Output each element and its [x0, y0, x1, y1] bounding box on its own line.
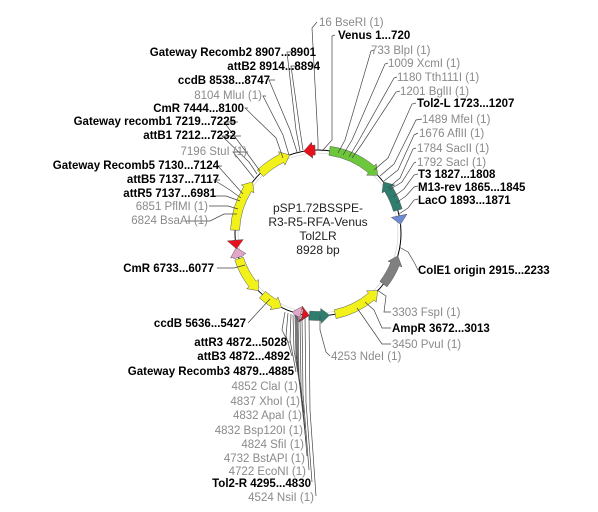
feature-label: LacO 1893...1871	[418, 195, 511, 207]
plasmid-name-line3: Tol2LR	[299, 229, 337, 243]
feature-label: attB1 7212...7232	[143, 130, 236, 142]
feature-label: ccdB 5636...5427	[153, 318, 246, 330]
site-label: 16 BseRI (1)	[319, 17, 384, 29]
feature-arc-attb5	[227, 240, 243, 249]
site-label: 6851 PflMI (1)	[135, 201, 208, 213]
site-label: 1792 SacI (1)	[417, 157, 487, 169]
site-label: 1009 XcmI (1)	[388, 58, 461, 70]
feature-label: Venus 1...720	[338, 30, 411, 42]
feature-label: attB3 4872...4892	[197, 351, 290, 363]
feature-arc-venus	[329, 146, 378, 175]
feature-arc-laco	[391, 214, 407, 224]
plasmid-center-label	[268, 201, 367, 257]
site-label: 1201 BglII (1)	[400, 86, 470, 98]
feature-arc-tol2-r	[309, 308, 330, 323]
site-label: 4832 Bsp120I (1)	[214, 425, 303, 437]
feature-label: attR5 7137...6981	[123, 188, 216, 200]
site-label: 4837 XhoI (1)	[230, 396, 300, 408]
feature-arc-cole1-origin	[380, 256, 402, 287]
feature-arc-ccdb	[257, 152, 289, 177]
site-label: 4824 SfiI (1)	[241, 439, 304, 451]
plasmid-size: 8928 bp	[296, 243, 340, 257]
site-label: 4832 ApaI (1)	[232, 410, 302, 422]
site-label: 1489 MfeI (1)	[422, 114, 491, 126]
feature-label: ColE1 origin 2915...2233	[418, 265, 550, 277]
feature-label: CmR 6733...6077	[123, 263, 214, 275]
site-label: 8104 MluI (1)	[194, 90, 262, 102]
site-label: 4722 EcoNI (1)	[228, 466, 306, 478]
site-label: 1784 SacII (1)	[417, 143, 490, 155]
site-label: 733 BlpI (1)	[371, 45, 431, 57]
feature-arc-tol2-l	[382, 182, 402, 211]
feature-label: Gateway recomb1 7219...7225	[73, 116, 236, 128]
feature-label: AmpR 3672...3013	[392, 323, 490, 335]
site-label: 6824 BsaAI (1)	[131, 215, 208, 227]
feature-label: T3 1827...1808	[418, 169, 496, 181]
site-label: 4253 NdeI (1)	[331, 351, 402, 363]
feature-label: Gateway Recomb2 8907...8901	[149, 47, 316, 59]
site-label: 4852 ClaI (1)	[231, 381, 298, 393]
site-label: 7196 StuI (1)	[180, 146, 247, 158]
feature-label: CmR 7444...8100	[153, 103, 244, 115]
feature-label: attB5 7137...7117	[126, 174, 219, 186]
feature-label: Tol2-L 1723...1207	[417, 98, 515, 110]
feature-arc-attb2	[304, 142, 316, 158]
site-label: 1676 AflII (1)	[419, 128, 485, 140]
feature-label: attB2 8914...8894	[227, 61, 320, 73]
feature-arc-cmr	[231, 182, 254, 230]
feature-label: attR3 4872...5028	[194, 337, 287, 349]
feature-label: Tol2-R 4295...4830	[212, 478, 311, 490]
bottom-label-column	[212, 381, 314, 504]
feature-label: Gateway Recomb3 4879...4885	[127, 366, 294, 378]
site-label: 4524 NsiI (1)	[248, 492, 314, 504]
site-label: 3303 FspI (1)	[392, 307, 461, 319]
feature-label: ccdB 8538...8747	[177, 75, 270, 87]
site-label: 1180 Tth111I (1)	[397, 72, 480, 84]
site-label: 4732 BstAPI (1)	[223, 453, 305, 465]
feature-label: Gateway Recomb5 7130...7124	[52, 160, 219, 172]
feature-arc-cmr	[235, 257, 259, 290]
feature-arc-ampr	[334, 291, 377, 319]
plasmid-name-line1: pSP1.72BSSPE-	[272, 201, 364, 215]
plasmid-name-line2: R3-R5-RFA-Venus	[268, 215, 368, 229]
feature-label: M13-rev 1865...1845	[418, 182, 526, 194]
feature-arc-attr5	[231, 247, 246, 258]
site-label: 3450 PvuI (1)	[392, 339, 462, 351]
